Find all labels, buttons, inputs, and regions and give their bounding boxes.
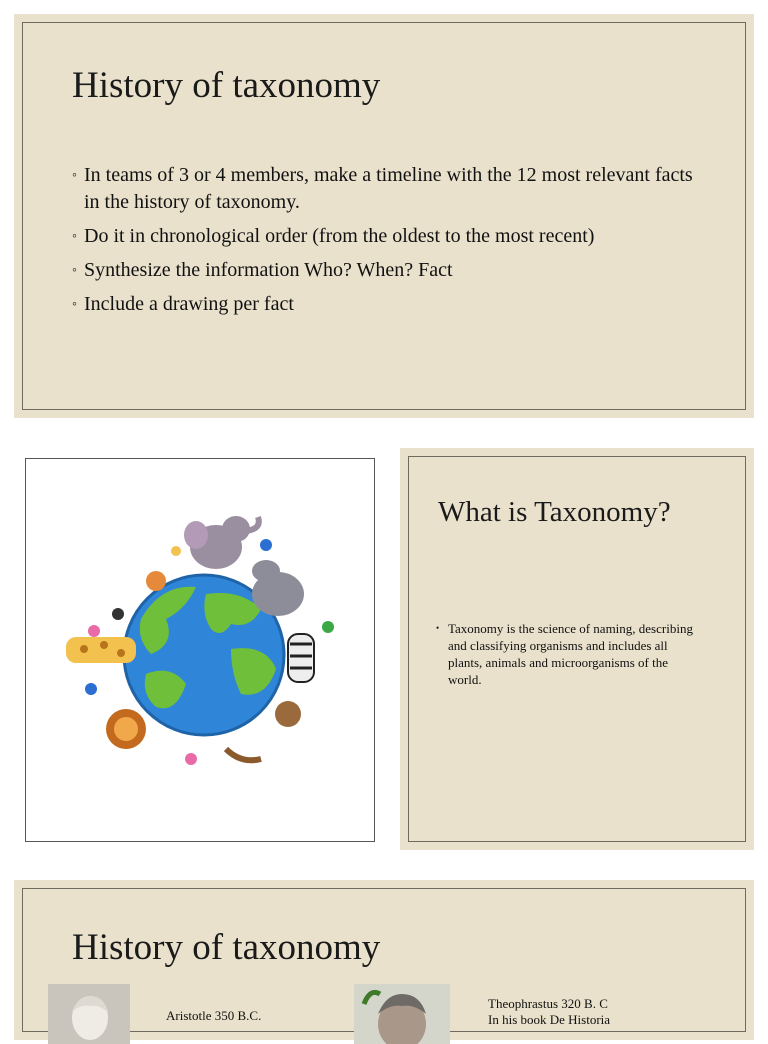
bullet-list <box>72 162 712 325</box>
caption-line: Aristotle 350 B.C. <box>166 1008 262 1023</box>
caption-line: In his book De Historia <box>488 1012 611 1027</box>
bullet-item: • Taxonomy is the science of naming, describing and classifying organisms and includes all plants, animals and microorganisms of the world. <box>436 620 696 688</box>
bullet-item: ◦ In teams of 3 or 4 members, make a timeline with the 12 most relevant facts in the history of taxonomy. <box>72 162 712 216</box>
slide-what-is-taxonomy <box>400 448 754 850</box>
aristotle-bust-image <box>48 984 130 1044</box>
bullet-item: ◦ Synthesize the information Who? When? Fact <box>72 257 712 284</box>
slide-history-of-taxonomy-timeline <box>14 880 754 1040</box>
bullet-item: ◦ Do it in chronological order (from the oldest to the most recent) <box>72 223 712 250</box>
bullet-list <box>436 620 696 688</box>
theophrastus-portrait-image <box>354 984 450 1044</box>
slide-title: What is Taxonomy? <box>438 496 671 528</box>
earth-animals-image <box>25 458 375 842</box>
caption-line: Theophrastus 320 B. C <box>488 996 608 1011</box>
timeline-caption <box>166 1008 261 1024</box>
slide-title: History of taxonomy <box>72 65 381 106</box>
slide-title: History of taxonomy <box>72 927 381 968</box>
timeline-caption <box>488 996 610 1028</box>
bullet-item: ◦ Include a drawing per fact <box>72 291 712 318</box>
slide-history-of-taxonomy-task <box>14 14 754 418</box>
earth-with-animals-illustration <box>26 459 374 841</box>
slide-earth-illustration <box>14 448 386 850</box>
